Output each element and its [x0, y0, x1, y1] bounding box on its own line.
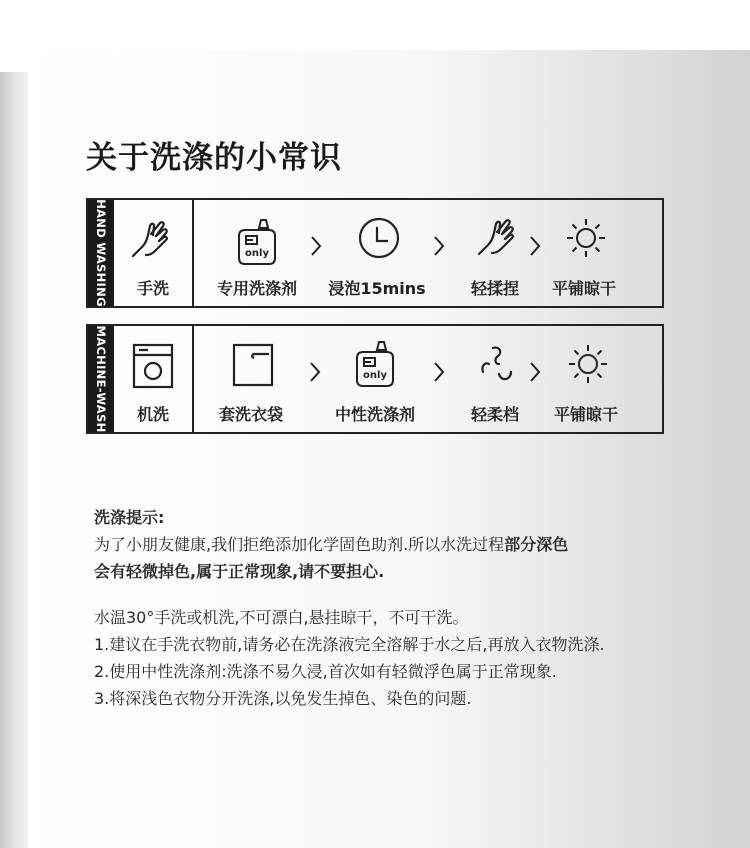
tip-item: 3.将深浅色衣物分开洗涤,以免发生掉色、染色的问题.	[94, 689, 472, 708]
chevron-right-icon	[309, 234, 323, 258]
sun-icon	[564, 216, 608, 260]
hand-wash-side-label: HAND WASHING	[88, 200, 114, 306]
hand-step-2	[322, 200, 432, 306]
sun-icon	[566, 342, 610, 386]
machine-step-4	[531, 326, 641, 432]
hand-step-1-label: 专用洗涤剂	[216, 279, 297, 298]
hand-step-3-label: 轻揉捏	[470, 279, 519, 298]
machine-step-2-label: 中性洗涤剂	[334, 405, 415, 424]
left-edge-strip	[0, 72, 28, 848]
detergent-bottle-icon	[355, 338, 395, 388]
tip-item: 1.建议在手洗衣物前,请务必在洗涤液完全溶解于水之后,再放入衣物洗涤.	[94, 635, 605, 654]
hand-wash-lead-label: 手洗	[136, 279, 169, 298]
tip-item: 2.使用中性洗涤剂:洗涤不易久浸,首次如有轻微浮色属于正常现象.	[94, 662, 557, 681]
machine-wash-lead-label: 机洗	[136, 405, 169, 424]
hand-step-1	[202, 200, 312, 306]
temperature-note: 水温30°手洗或机洗,不可漂白,悬挂晾干，不可干洗。	[94, 608, 469, 627]
hand-icon	[475, 216, 519, 260]
hand-icon	[129, 218, 173, 262]
hand-wash-panel	[86, 198, 664, 308]
washing-machine-icon	[131, 342, 175, 390]
machine-step-3-label: 轻柔档	[470, 405, 519, 424]
only-badge: only	[245, 248, 269, 259]
hand-step-4	[529, 200, 639, 306]
machine-step-4-label: 平铺晾干	[553, 405, 618, 424]
gentle-cycle-icon	[475, 342, 519, 386]
page-title: 关于洗涤的小常识	[86, 140, 342, 176]
machine-wash-steps	[194, 326, 662, 432]
tips-heading: 洗涤提示:	[94, 508, 165, 527]
machine-step-1-label: 套洗衣袋	[218, 405, 283, 424]
machine-step-2	[320, 326, 430, 432]
tips-paragraph-line-1: 为了小朋友健康,我们拒绝添加化学固色助剂.所以水洗过程部分深色	[94, 535, 569, 554]
detergent-bottle-icon	[237, 216, 277, 266]
machine-step-1	[196, 326, 306, 432]
only-badge: only	[363, 370, 387, 381]
clock-icon	[357, 216, 401, 260]
wash-tips	[94, 504, 605, 712]
hand-step-4-label: 平铺晾干	[551, 279, 616, 298]
hand-wash-steps	[194, 200, 662, 306]
laundry-bag-icon	[231, 342, 275, 388]
machine-wash-side-label: MACHINE-WASH	[88, 326, 114, 432]
machine-wash-panel	[86, 324, 664, 434]
tips-paragraph-line-2: 会有轻微掉色,属于正常现象,请不要担心.	[94, 562, 385, 581]
hand-step-2-label: 浸泡15mins	[328, 279, 426, 298]
